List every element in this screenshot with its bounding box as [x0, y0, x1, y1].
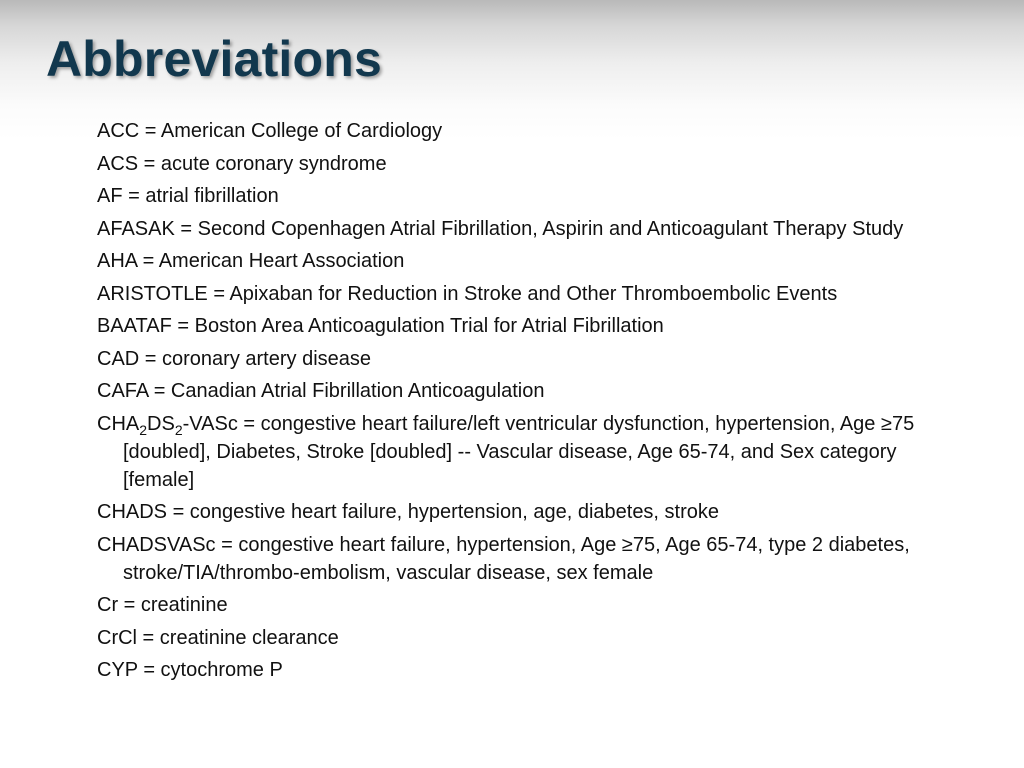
list-item: AF = atrial fibrillation: [97, 185, 279, 207]
list-item: CYP = cytochrome P: [97, 659, 283, 681]
abbr-definition: -VASc = congestive heart failure/left ventricular dysfunction, hypertension, Age ≥75 [doubled], Diabetes, Stroke [doubled] -- Vascular disease, Age 65-74, and Sex category [female]: [123, 412, 915, 491]
abbr-part: DS: [147, 412, 175, 435]
list-item: CrCl = creatinine clearance: [97, 626, 339, 649]
abbr-part: CHA: [97, 412, 140, 435]
list-item: ARISTOTLE = Apixaban for Reduction in Stroke and Other Thromboembolic Events: [97, 282, 838, 305]
list-item: CAD = coronary artery disease: [97, 347, 372, 370]
subscript: 2: [174, 421, 183, 438]
abbreviation-list: [97, 117, 967, 689]
list-item: CAFA = Canadian Atrial Fibrillation Anticoagulation: [97, 380, 545, 402]
list-item: BAATAF = Boston Area Anticoagulation Trial for Atrial Fibrillation: [97, 315, 664, 337]
slide-title: Abbreviations: [46, 31, 382, 87]
list-item-cha2ds2-vasc: [97, 410, 967, 494]
list-item: CHADSVASc = congestive heart failure, hypertension, Age ≥75, Age 65-74, type 2 diabetes, stroke/TIA/thrombo-embolism, vascular disease, sex female: [97, 533, 910, 584]
list-item: AFASAK = Second Copenhagen Atrial Fibrillation, Aspirin and Anticoagulant Therapy Study: [97, 217, 904, 240]
list-item: ACC = American College of Cardiology: [97, 120, 443, 142]
list-item: Cr = creatinine: [97, 594, 228, 616]
subscript: 2: [139, 421, 148, 438]
list-item: AHA = American Heart Association: [97, 250, 405, 272]
list-item: CHADS = congestive heart failure, hypertension, age, diabetes, stroke: [97, 501, 720, 523]
list-item: ACS = acute coronary syndrome: [97, 152, 387, 175]
